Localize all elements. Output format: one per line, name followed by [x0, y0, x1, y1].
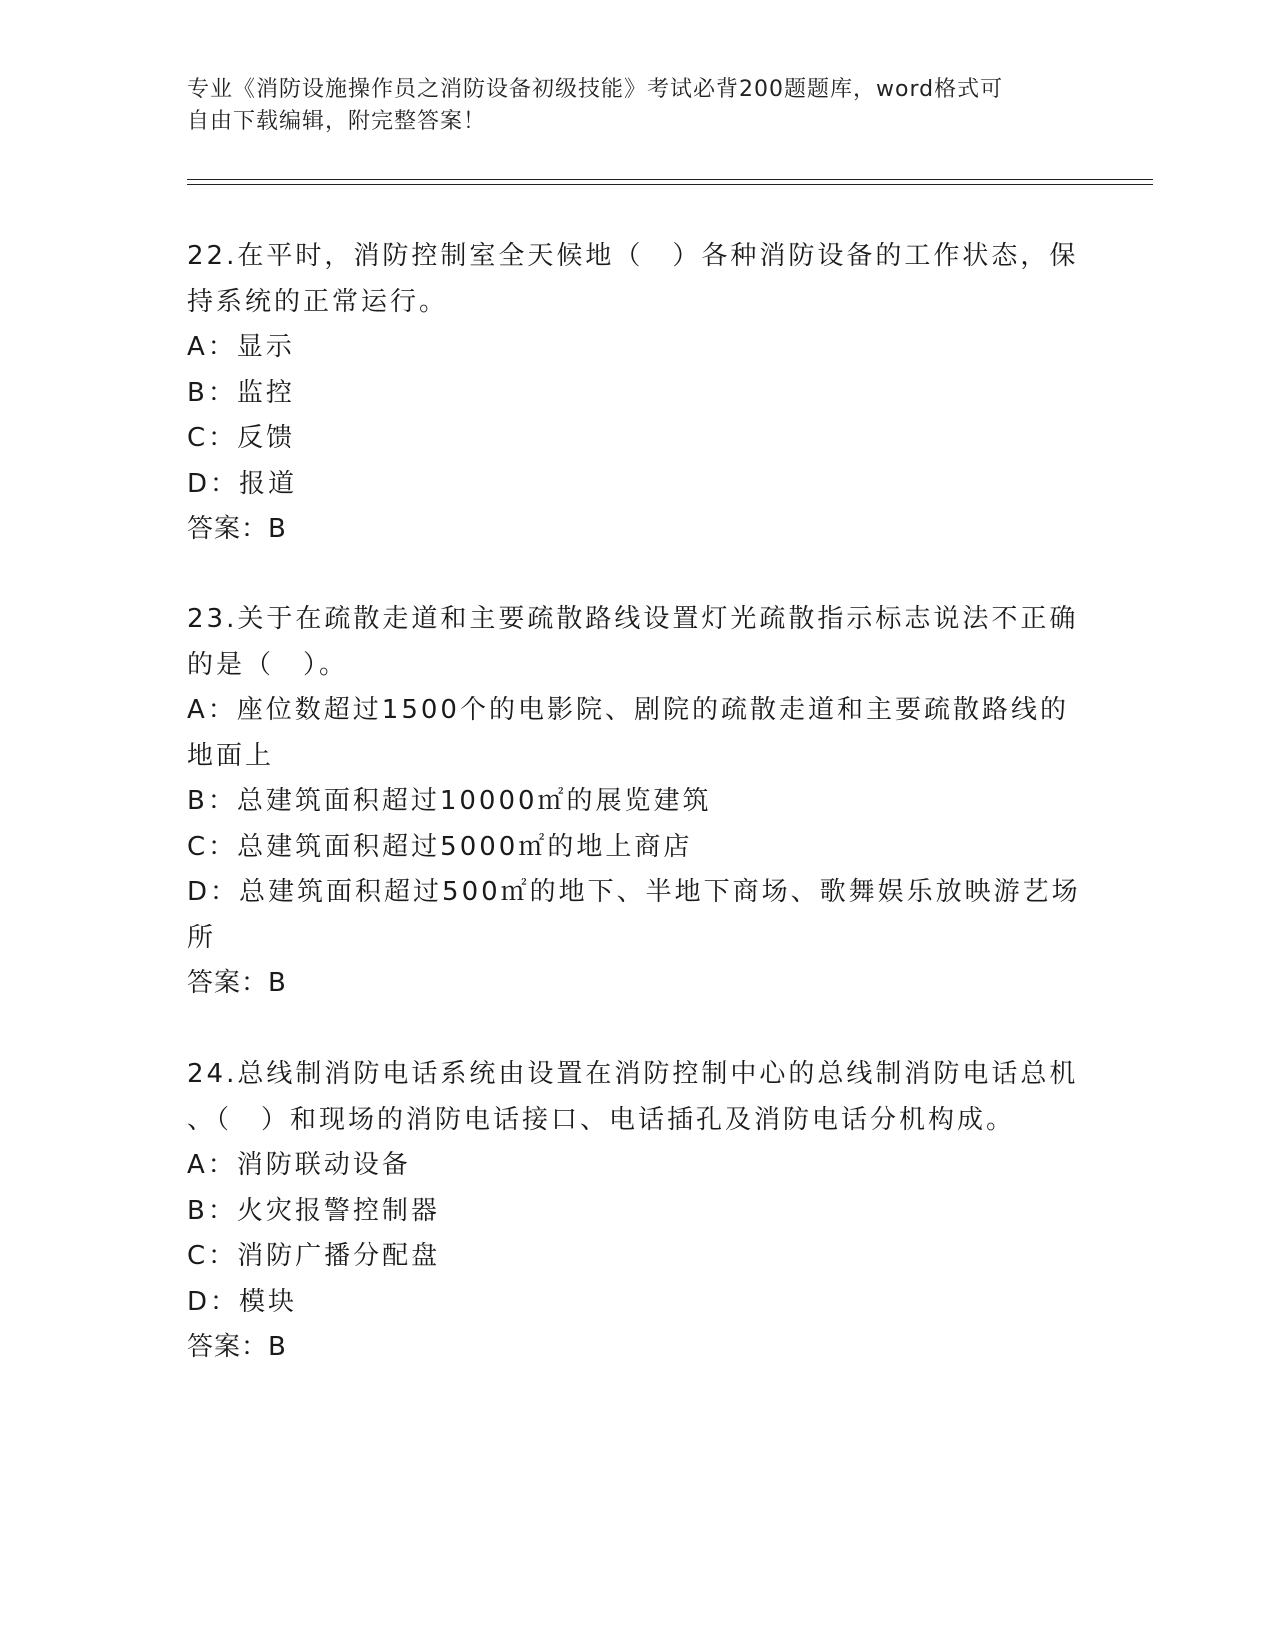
- option-a: A：显示: [187, 332, 295, 362]
- option-b: B：监控: [187, 377, 295, 408]
- option-b: B：总建筑面积超过10000㎡的展览建筑: [187, 786, 712, 816]
- option-a: A：消防联动设备: [187, 1150, 411, 1180]
- header-divider-top: [187, 179, 1153, 180]
- option-c: C：总建筑面积超过5000㎡的地上商店: [187, 831, 693, 862]
- answer-label: 答案：B: [187, 1332, 287, 1362]
- question-stem-line: 持系统的正常运行。: [187, 286, 449, 317]
- question-stem-line: 22.在平时，消防控制室全天候地（ ）各种消防设备的工作状态，保: [187, 241, 1079, 271]
- header-line-2: 自由下载编辑，附完整答案！: [187, 109, 487, 134]
- option-d-continued: 所: [187, 922, 217, 953]
- header-divider-bottom: [187, 184, 1153, 185]
- document-header-note: [187, 74, 1087, 138]
- option-c: C：消防广播分配盘: [187, 1241, 441, 1271]
- option-c: C：反馈: [187, 423, 296, 453]
- question-stem-line: 24.总线制消防电话系统由设置在消防控制中心的总线制消防电话总机: [187, 1059, 1079, 1089]
- answer-label: 答案：B: [187, 514, 287, 544]
- question-24: [187, 1052, 1087, 1371]
- option-a-continued: 地面上: [187, 740, 275, 771]
- question-stem-line: 、（ ）和现场的消防电话接口、电话插孔及消防电话分机构成。: [187, 1104, 1016, 1135]
- option-d: D：报道: [187, 468, 298, 499]
- answer-label: 答案：B: [187, 968, 287, 998]
- question-23: [187, 597, 1087, 1007]
- question-stem-line: 23.关于在疏散走道和主要疏散路线设置灯光疏散指示标志说法不正确: [187, 604, 1079, 634]
- option-b: B：火灾报警控制器: [187, 1195, 440, 1226]
- header-line-1: 专业《消防设施操作员之消防设备初级技能》考试必背200题题库，word格式可: [187, 77, 1004, 102]
- option-a: A：座位数超过1500个的电影院、剧院的疏散走道和主要疏散路线的: [187, 695, 1069, 725]
- question-22: [187, 234, 1087, 553]
- option-d: D：总建筑面积超过500㎡的地下、半地下商场、歌舞娱乐放映游艺场: [187, 877, 1081, 907]
- question-stem-line: 的是（ ）。: [187, 649, 349, 680]
- option-d: D：模块: [187, 1286, 298, 1317]
